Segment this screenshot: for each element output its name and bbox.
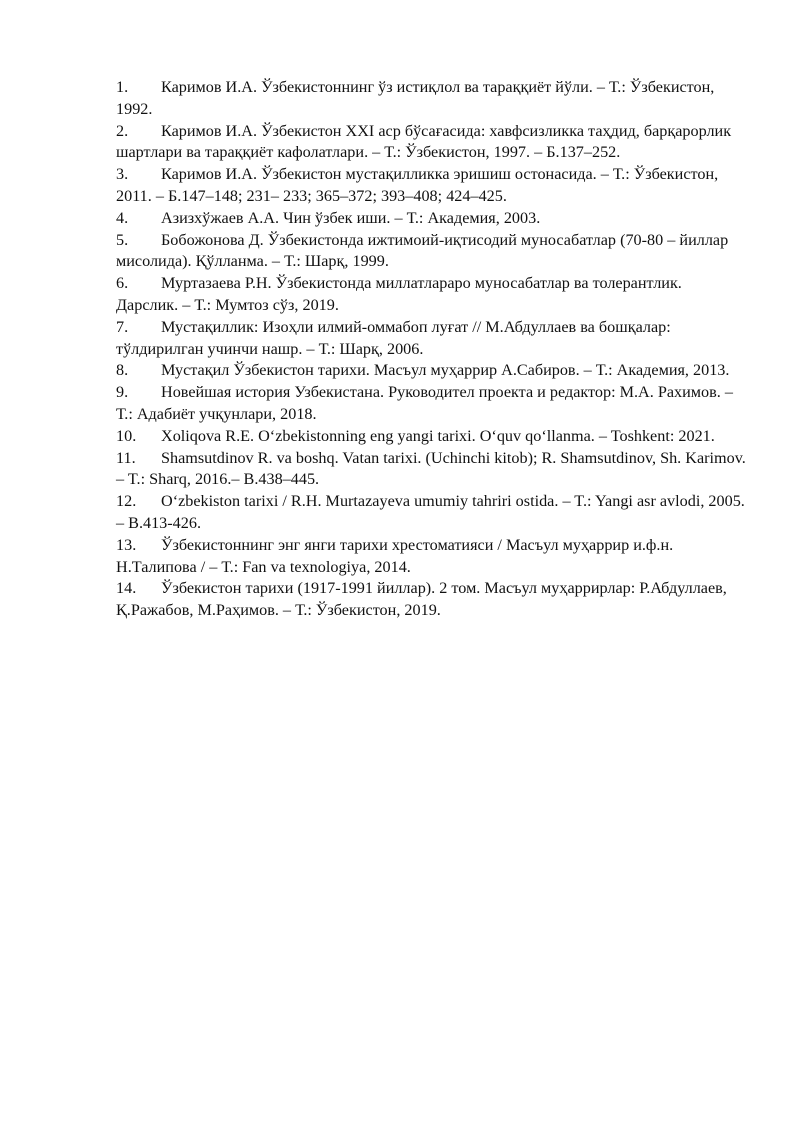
reference-number: 7. xyxy=(116,317,129,336)
reference-text: Новейшая история Узбекистана. Руководител проекта и редактор: М.А. Рахимов. – Т.: Адабиёт учқунлари, 2018. xyxy=(116,383,733,423)
reference-number: 14. xyxy=(116,579,137,598)
reference-number: 8. xyxy=(116,361,129,380)
reference-text: Xoliqova R.E. O‘zbekistonning eng yangi tarixi. O‘quv qo‘llanma. – Toshkent: 2021. xyxy=(161,426,715,445)
reference-item xyxy=(116,230,746,274)
reference-number: 4. xyxy=(116,208,129,227)
reference-item xyxy=(116,164,746,208)
reference-number: 2. xyxy=(116,121,129,140)
reference-item xyxy=(116,360,746,382)
reference-text: Бобожонова Д. Ўзбекистонда ижтимоий-иқтисодий муносабатлар (70-80 – йиллар мисолида). Қўлланма. – Т.: Шарқ, 1999. xyxy=(116,230,729,271)
reference-text: Муртазаева Р.Н. Ўзбекистонда миллатлараро муносабатлар ва толерантлик. Дарслик. – Т.: Мумтоз сўз, 2019. xyxy=(116,274,682,314)
reference-number: 11. xyxy=(116,448,136,467)
reference-item xyxy=(116,491,746,535)
reference-item xyxy=(116,448,746,492)
reference-number: 3. xyxy=(116,165,129,184)
reference-number: 10. xyxy=(116,426,137,445)
reference-text: Shamsutdinov R. va boshq. Vatan tarixi. (Uchinchi kitob); R. Shamsutdinov, Sh. Karimov. – T.: Sharq, 2016.– B.438–445. xyxy=(116,448,746,489)
reference-number: 12. xyxy=(116,492,137,511)
reference-item xyxy=(116,208,746,230)
reference-text: Каримов И.А. Ўзбекистон XXI аср бўсағасида: хавфсизликка таҳдид, барқарорлик шартлари ва тараққиёт кафолатлари. – Т.: Ўзбекистон, 1997. – Б.137‒252. xyxy=(116,121,732,162)
reference-text: Ўзбекистон тарихи (1917-1991 йиллар). 2 том. Масъул муҳаррирлар: Р.Абдуллаев, Қ.Ражабов, М.Раҳимов. – Т.: Ўзбекистон, 2019. xyxy=(116,579,727,620)
reference-number: 1. xyxy=(116,78,129,96)
reference-item xyxy=(116,382,746,426)
reference-text: O‘zbekiston tarixi / R.H. Murtazayeva umumiy tahriri ostida. – T.: Yangi asr avlodi, 2005. – B.413-426. xyxy=(116,492,745,532)
reference-item xyxy=(116,273,746,317)
reference-number: 6. xyxy=(116,274,129,293)
reference-item xyxy=(116,317,746,361)
reference-text: Ўзбекистоннинг энг янги тарихи хрестоматияси / Масъул муҳаррир и.ф.н. Н.Талипова / – Т.: Fan va texnologiya, 2014. xyxy=(116,535,674,576)
reference-text: Каримов И.А. Ўзбекистон мустақилликка эришиш остонасида. – Т.: Ўзбекистон, 2011. – Б.147–148; 231– 233; 365–372; 393–408; 424–425. xyxy=(116,165,719,205)
reference-text: Каримов И.А. Ўзбекистоннинг ўз истиқлол ва тараққиёт йўли. – Т.: Ўзбекистон, 1992. xyxy=(116,78,715,118)
reference-item xyxy=(116,535,746,579)
reference-text: Азизхўжаев А.А. Чин ўзбек иши. – Т.: Академия, 2003. xyxy=(161,208,541,227)
reference-list xyxy=(116,77,746,622)
reference-item xyxy=(116,578,746,622)
reference-item xyxy=(116,121,746,165)
reference-item xyxy=(116,426,746,448)
reference-number: 13. xyxy=(116,535,137,554)
reference-number: 5. xyxy=(116,230,129,249)
reference-text: Мустақиллик: Изоҳли илмий-оммабоп луғат // М.Абдуллаев ва бошқалар: тўлдирилган учинчи нашр. – Т.: Шарқ, 2006. xyxy=(116,317,671,358)
reference-number: 9. xyxy=(116,383,129,402)
reference-text: Мустақил Ўзбекистон тарихи. Масъул муҳаррир А.Сабиров. – Т.: Академия, 2013. xyxy=(161,361,730,380)
reference-item xyxy=(116,77,746,121)
